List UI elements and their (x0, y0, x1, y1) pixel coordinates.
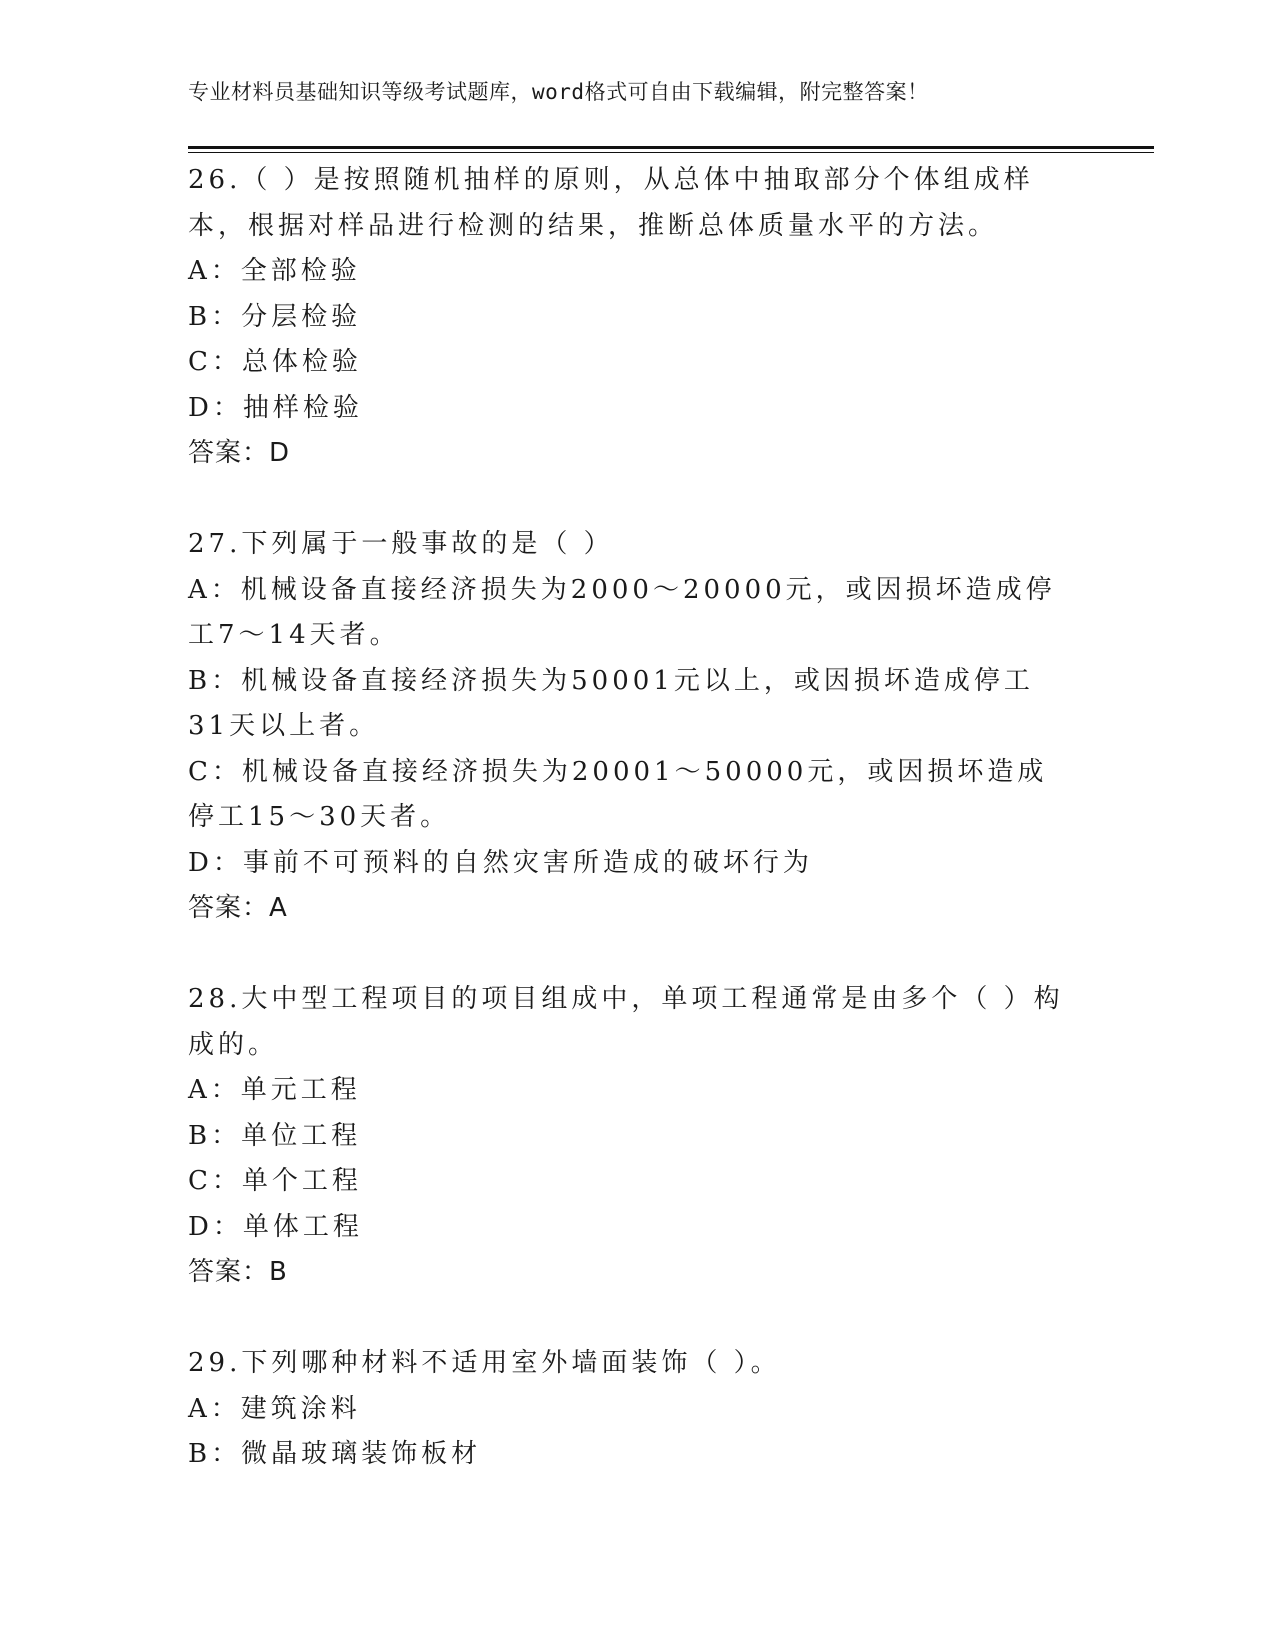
question-27 (188, 522, 1068, 932)
question-stem: 27.下列属于一般事故的是（ ） (188, 529, 614, 559)
option-a: A：建筑涂料 (188, 1393, 361, 1424)
header-rule (188, 146, 1154, 149)
option-c: C：机械设备直接经济损失为20001～50000元，或因损坏造成停工15～30天者。 (188, 756, 1048, 832)
answer-line: 答案：B (188, 1257, 288, 1287)
question-28 (188, 977, 1068, 1296)
option-a: A：全部检验 (188, 256, 361, 286)
option-a: A：机械设备直接经济损失为2000～20000元，或因损坏造成停工7～14天者。 (188, 574, 1056, 650)
question-stem: 26.（ ）是按照随机抽样的原则，从总体中抽取部分个体组成样本，根据对样品进行检测的结果，推断总体质量水平的方法。 (188, 165, 1034, 241)
option-b: B：分层检验 (188, 301, 362, 332)
question-26 (188, 158, 1068, 477)
question-29 (188, 1341, 1068, 1478)
option-d: D：单体工程 (188, 1211, 363, 1242)
option-d: D：事前不可预料的自然灾害所造成的破坏行为 (188, 847, 813, 878)
option-b: B：微晶玻璃装饰板材 (188, 1439, 482, 1469)
option-b: B：单位工程 (188, 1120, 362, 1151)
question-list (188, 158, 1068, 1478)
page-header: 专业材料员基础知识等级考试题库，word格式可自由下载编辑，附完整答案！ (188, 80, 929, 104)
question-spacer (188, 1296, 1068, 1342)
question-stem: 28.大中型工程项目的项目组成中，单项工程通常是由多个（ ）构成的。 (188, 984, 1064, 1060)
option-c: C：单个工程 (188, 1166, 362, 1196)
question-spacer (188, 477, 1068, 523)
answer-line: 答案：A (188, 893, 288, 923)
question-spacer (188, 932, 1068, 978)
option-a: A：单元工程 (188, 1075, 361, 1105)
option-b: B：机械设备直接经济损失为50001元以上，或因损坏造成停工31天以上者。 (188, 665, 1034, 741)
header-rule-thin (188, 152, 1154, 153)
answer-line: 答案：D (188, 438, 291, 468)
option-c: C：总体检验 (188, 347, 362, 377)
option-d: D：抽样检验 (188, 392, 363, 423)
question-stem: 29.下列哪种材料不适用室外墙面装饰（ ）。 (188, 1348, 781, 1378)
